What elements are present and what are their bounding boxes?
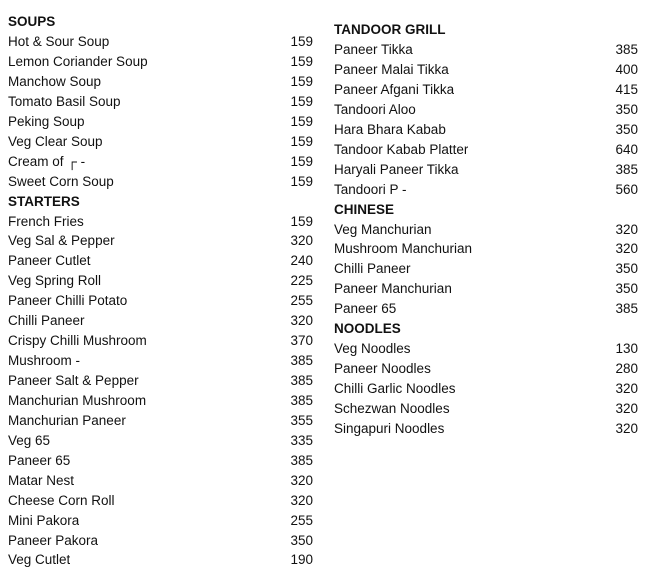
- menu-item: [334, 220, 638, 240]
- item-price: 335: [290, 432, 313, 448]
- menu-item: [8, 52, 313, 72]
- menu-item: [8, 271, 313, 291]
- item-price: 130: [615, 341, 638, 357]
- item-name: Hot & Sour Soup: [8, 34, 110, 49]
- item-name: Paneer Malai Tikka: [334, 61, 449, 77]
- item-price: 350: [615, 101, 638, 117]
- item-price: 385: [290, 392, 313, 408]
- item-price: 190: [290, 552, 313, 568]
- item-name: Singapuri Noodles: [334, 420, 445, 436]
- menu-item: [8, 72, 313, 92]
- section-title-noodles: NOODLES: [334, 321, 401, 337]
- item-name: Chilli Garlic Noodles: [334, 381, 456, 397]
- item-name: Sweet Corn Soup: [8, 173, 114, 189]
- item-name: Veg Cutlet: [8, 552, 71, 568]
- item-price: 320: [615, 420, 638, 436]
- menu-item: [8, 311, 313, 331]
- item-name: Paneer Tikka: [334, 42, 413, 57]
- item-name: Hara Bhara Kabab: [334, 121, 446, 137]
- item-price: 385: [615, 161, 638, 177]
- item-name: Chilli Paneer: [8, 313, 85, 329]
- item-price: 385: [290, 373, 313, 388]
- item-name: Tandoori P -: [334, 181, 407, 197]
- menu-item: [8, 531, 313, 551]
- item-price: 280: [615, 361, 638, 377]
- item-price: 385: [615, 301, 638, 317]
- menu-item: [334, 60, 638, 80]
- item-price: 385: [290, 353, 313, 369]
- menu-item: [8, 172, 313, 192]
- section-title-starters: STARTERS: [8, 193, 80, 209]
- item-name: Veg Clear Soup: [8, 133, 103, 149]
- item-price: 350: [290, 532, 313, 548]
- item-name: French Fries: [8, 213, 84, 229]
- item-name: Manchurian Mushroom: [8, 392, 147, 408]
- menu-item: [334, 239, 638, 259]
- menu-item: [334, 299, 638, 319]
- item-price: 320: [290, 472, 313, 488]
- menu-item: [334, 180, 638, 200]
- menu-item: [8, 132, 313, 152]
- item-name: Paneer Chilli Potato: [8, 293, 128, 309]
- menu-item: [8, 152, 313, 172]
- item-price: 159: [290, 173, 313, 189]
- item-price: 159: [290, 34, 313, 49]
- item-price: 350: [615, 261, 638, 277]
- item-name: Veg 65: [8, 432, 51, 448]
- item-name: Paneer Noodles: [334, 361, 431, 377]
- item-price: 320: [290, 313, 313, 329]
- item-name: Crispy Chilli Mushroom: [8, 333, 147, 349]
- item-price: 225: [290, 273, 313, 289]
- menu-item: [8, 291, 313, 311]
- item-price: 320: [615, 221, 638, 237]
- item-name: Veg Manchurian: [334, 221, 432, 237]
- item-price: 400: [615, 61, 638, 77]
- item-name: Veg Noodles: [334, 341, 411, 357]
- item-name: Chilli Paneer: [334, 261, 411, 277]
- item-price: 255: [290, 293, 313, 309]
- menu-item: [8, 32, 313, 52]
- item-name: Lemon Coriander Soup: [8, 53, 148, 69]
- item-price: 159: [290, 73, 313, 89]
- menu-item: [8, 471, 313, 491]
- item-name: Manchow Soup: [8, 73, 102, 89]
- item-price: 320: [290, 492, 313, 508]
- section-title-soups: SOUPS: [8, 14, 56, 29]
- item-name: Cheese Corn Roll: [8, 492, 115, 508]
- menu-item: [8, 511, 313, 531]
- menu-item: [334, 379, 638, 399]
- menu-item: [8, 112, 313, 132]
- item-name: Mushroom Manchurian: [334, 241, 473, 257]
- item-name: Paneer Pakora: [8, 532, 99, 548]
- item-name: Paneer Cutlet: [8, 253, 91, 269]
- menu-item: [8, 331, 313, 351]
- item-name: Schezwan Noodles: [334, 401, 450, 416]
- item-name: Haryali Paneer Tikka: [334, 161, 459, 177]
- menu-item: [8, 251, 313, 271]
- item-name: Paneer Afgani Tikka: [334, 81, 455, 97]
- menu-item: [8, 371, 313, 391]
- menu-item: [334, 419, 638, 439]
- item-price: 385: [290, 452, 313, 468]
- menu-item: [8, 491, 313, 511]
- item-name: Veg Sal & Pepper: [8, 233, 115, 249]
- item-name: Veg Spring Roll: [8, 273, 102, 289]
- menu-item: [334, 359, 638, 379]
- item-price: 240: [290, 253, 313, 269]
- item-price: 640: [615, 141, 638, 157]
- item-name: Paneer Salt & Pepper: [8, 373, 139, 388]
- menu-item: [334, 40, 638, 60]
- item-name: Tandoori Aloo: [334, 101, 416, 117]
- item-name: Mushroom -: [8, 353, 81, 369]
- item-name: Mini Pakora: [8, 512, 80, 528]
- section-title-chinese: CHINESE: [334, 201, 395, 217]
- item-price: 560: [615, 181, 638, 197]
- menu-right-column: [334, 20, 638, 439]
- item-price: 159: [290, 213, 313, 229]
- menu-item: [334, 80, 638, 100]
- item-price: 159: [290, 53, 313, 69]
- item-name: Cream of ┌ -: [8, 153, 86, 169]
- item-name: Matar Nest: [8, 472, 75, 488]
- menu-item: [8, 550, 313, 570]
- menu-item: [8, 411, 313, 431]
- menu-item: [8, 212, 313, 232]
- item-price: 320: [290, 233, 313, 249]
- menu-item: [8, 231, 313, 251]
- item-price: 370: [290, 333, 313, 349]
- menu-item: [8, 351, 313, 371]
- item-name: Paneer 65: [8, 452, 71, 468]
- menu-left-column: [8, 12, 313, 570]
- item-name: Tomato Basil Soup: [8, 93, 121, 109]
- item-price: 320: [615, 241, 638, 257]
- item-price: 320: [615, 381, 638, 397]
- item-name: Paneer 65: [334, 301, 397, 317]
- item-price: 159: [290, 113, 313, 129]
- menu-item: [334, 259, 638, 279]
- item-price: 320: [615, 401, 638, 416]
- section-title-tandoor-grill: TANDOOR GRILL: [334, 22, 446, 37]
- menu-item: [8, 451, 313, 471]
- item-name: Tandoor Kabab Platter: [334, 141, 469, 157]
- item-name: Paneer Manchurian: [334, 281, 452, 297]
- item-price: 415: [615, 81, 638, 97]
- item-price: 355: [290, 412, 313, 428]
- menu-item: [334, 120, 638, 140]
- item-price: 159: [290, 133, 313, 149]
- item-price: 350: [615, 121, 638, 137]
- menu-item: [334, 339, 638, 359]
- item-price: 159: [290, 153, 313, 169]
- item-price: 255: [290, 512, 313, 528]
- menu-item: [334, 140, 638, 160]
- menu-item: [334, 160, 638, 180]
- item-name: Manchurian Paneer: [8, 412, 126, 428]
- item-name: Peking Soup: [8, 113, 85, 129]
- item-price: 159: [290, 93, 313, 109]
- menu-item: [8, 431, 313, 451]
- menu-item: [334, 399, 638, 419]
- menu-item: [8, 391, 313, 411]
- item-price: 350: [615, 281, 638, 297]
- menu-item: [334, 279, 638, 299]
- item-price: 385: [615, 42, 638, 57]
- menu-item: [8, 92, 313, 112]
- menu-item: [334, 100, 638, 120]
